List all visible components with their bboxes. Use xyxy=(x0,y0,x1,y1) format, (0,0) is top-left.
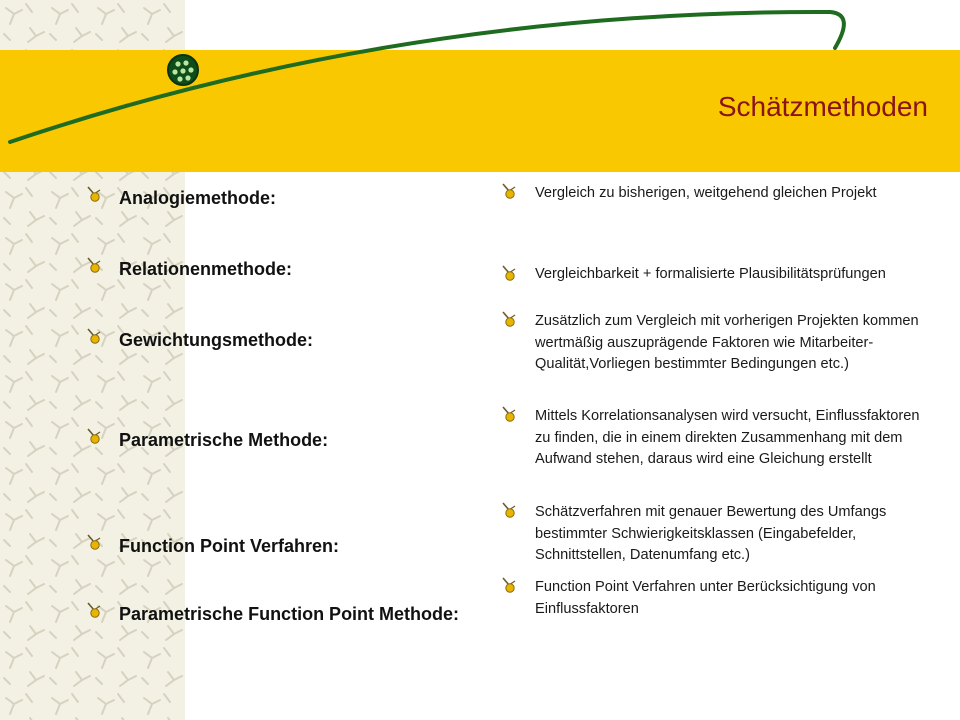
bullet-icon xyxy=(85,427,103,445)
method-description: Zusätzlich zum Vergleich mit vorherigen Projekten kommen wertmäßig auszuprägende Faktoren wie Mitarbeiter-Qualität,Vorliegen bestimmter Bedingungen etc.) xyxy=(535,313,919,372)
method-description: Vergleich zu bisherigen, weitgehend gleichen Projekt xyxy=(535,185,877,201)
bullet-icon xyxy=(85,533,103,551)
bullet-icon xyxy=(85,256,103,274)
bullet-icon xyxy=(500,310,518,328)
method-label: Function Point Verfahren: xyxy=(119,536,340,556)
bullet-icon xyxy=(500,182,518,200)
method-label: Parametrische Methode: xyxy=(119,430,329,450)
bullet-icon xyxy=(500,264,518,282)
slide-title: Schätzmethoden xyxy=(717,91,928,122)
method-description: Schätzverfahren mit genauer Bewertung des Umfangs bestimmter Schwierigkeitsklassen (Eingabefelder, Schnittstellen, Datenumfang etc.) xyxy=(535,504,887,563)
method-description: Function Point Verfahren unter Berücksichtigung von Einflussfaktoren xyxy=(535,579,876,617)
bullet-icon xyxy=(85,327,103,345)
method-description: Mittels Korrelationsanalysen wird versucht, Einflussfaktoren zu finden, die in einem direkten Zusammenhang mit dem Aufwand stehen, daraus wird eine Gleichung erstellt xyxy=(535,408,920,467)
method-description: Vergleichbarkeit + formalisierte Plausibilitätsprüfungen xyxy=(535,266,886,282)
decorative-arc xyxy=(0,0,960,180)
bullet-icon xyxy=(85,185,103,203)
molecule-ball-icon xyxy=(168,55,198,85)
method-label: Relationenmethode: xyxy=(119,259,293,279)
bullet-icon xyxy=(500,576,518,594)
bullet-icon xyxy=(500,405,518,423)
method-label: Parametrische Function Point Methode: xyxy=(119,604,460,624)
bullet-icon xyxy=(85,601,103,619)
method-label: Gewichtungsmethode: xyxy=(119,330,314,350)
bullet-icon xyxy=(500,501,518,519)
method-label: Analogiemethode: xyxy=(119,188,277,208)
